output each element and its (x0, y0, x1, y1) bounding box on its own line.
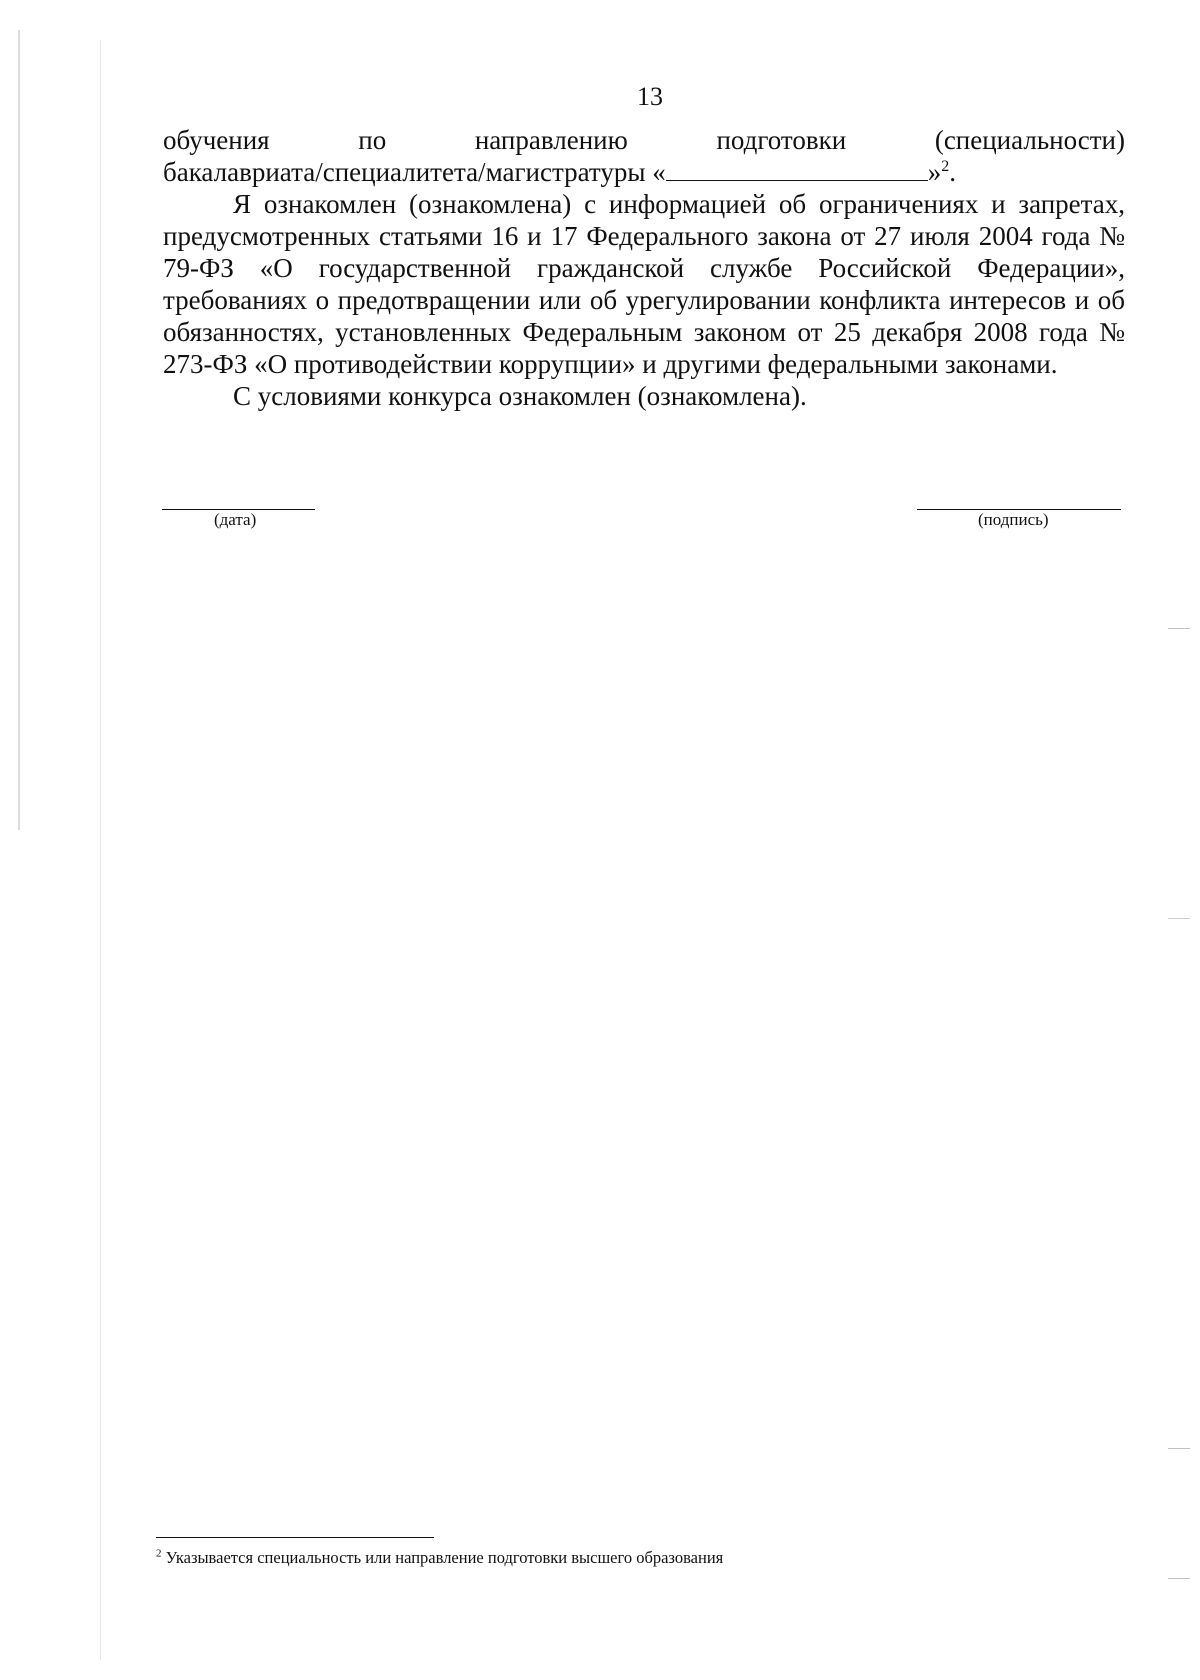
scan-margin-mark (1168, 628, 1190, 629)
word: (специальности) (934, 125, 1125, 155)
word: направлению (474, 125, 628, 155)
word: подготовки (716, 125, 847, 155)
footnote-marker: 2 (156, 1547, 162, 1560)
footnote-text: Указывается специальность или направление подготовки высшего образования (165, 1548, 724, 1567)
page-number: 13 (637, 82, 663, 111)
specialty-blank-field[interactable] (666, 160, 928, 181)
paragraph-1-line-2 (163, 156, 1125, 188)
closing-quote: » (927, 157, 942, 187)
scan-binding-mark (100, 40, 101, 1660)
word: обучения (163, 125, 270, 155)
footnote-separator (156, 1537, 434, 1538)
date-caption: (дата) (214, 510, 257, 529)
contest-conditions-paragraph: С условиями конкурса ознакомлен (ознакомлена). (233, 381, 807, 411)
paragraph-1-line-1 (163, 124, 1125, 156)
footnote-reference: 2 (941, 158, 950, 175)
scan-margin-mark (1168, 1448, 1190, 1449)
acknowledgement-paragraph: Я ознакомлен (ознакомлена) с информацией об ограничениях и запретах, предусмотренных статьями 16 и 17 Федерального закона от 27 июля 2004 года № 79-ФЗ «О государственной гражданской службе Российской Федерации», требованиях о предотвращении или об урегулировании конфликта интересов и об обязанностях, установленных Федеральным законом от 25 декабря 2008 года № 273-ФЗ «О противодействии коррупции» и другими федеральными законами. (163, 189, 1125, 379)
degree-level-text: бакалавриата/специалитета/магистратуры « (163, 157, 666, 187)
scan-margin-mark (1168, 1578, 1190, 1579)
period: . (949, 157, 956, 187)
signature-caption: (подпись) (978, 510, 1049, 529)
footnote (156, 1548, 723, 1568)
word: по (358, 125, 387, 155)
scan-margin-mark (1168, 918, 1190, 919)
document-body (163, 124, 1125, 412)
scan-binding-mark (18, 30, 20, 830)
